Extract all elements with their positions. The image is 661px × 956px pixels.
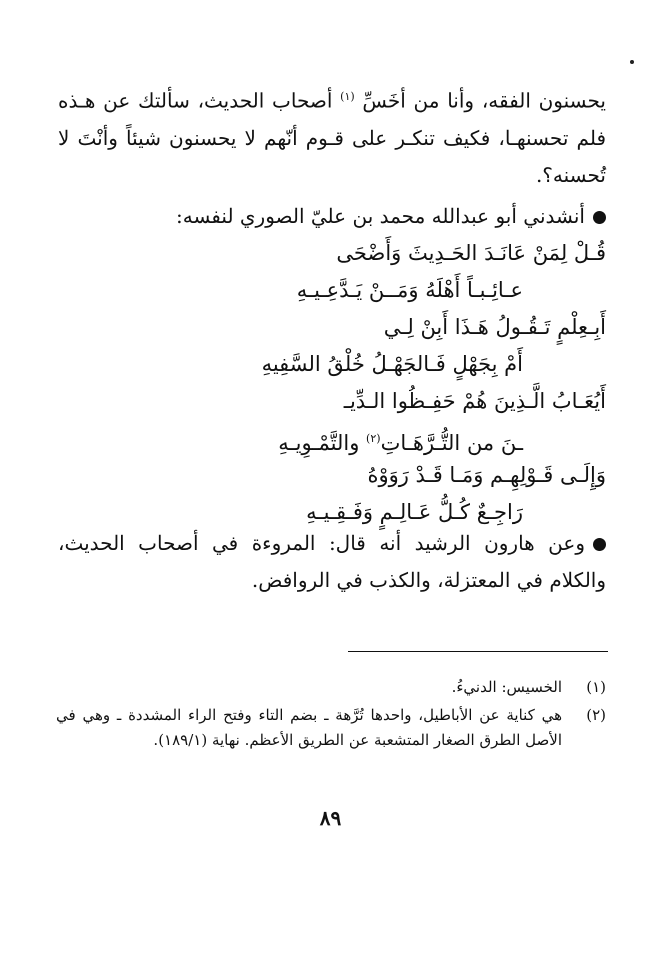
footnote-text: الخسيس: الدنيءُ. xyxy=(451,678,562,696)
footnote-divider xyxy=(348,651,608,652)
footnote-number: (١) xyxy=(586,678,606,696)
opening-paragraph: يحسنون الفقه، وأنا من أخَسِّ $^{(١)}$ أصحاب الحديث، سألتك عن هـذه فلم تحسنهـا، فكيف تنكـر على قـوم أنّهم لا يحسنون شيئاً وأنْتَ لا تُحسنه؟. xyxy=(58,88,606,187)
verse-line-3: أَبِـعِلْمٍ تَـقُـولُ هَـذَا أَبِنْ لِـي xyxy=(383,315,606,339)
verse-line-5: أَيُعَـابُ الَّـذِينَ هُمْ حَفِـظُوا الـدِّيـ xyxy=(343,389,606,413)
verse-line-1: قُـلْ لِمَنْ عَانَـدَ الحَـدِيثَ وَأَضْحَى xyxy=(336,241,606,265)
footnote-number: (٢) xyxy=(586,706,606,724)
verse-line-7: وَإِلَـى قَـوْلِهِـم وَمَـا قَـدْ رَوَوْهُ xyxy=(367,463,606,487)
bullet-icon xyxy=(593,538,606,551)
footnote-ref-2: (٢) xyxy=(366,432,381,445)
verse-line-2: عـائِـبـاً أَهْلَهُ وَمَــنْ يَـدَّعِـيـهِ xyxy=(296,278,523,302)
page-number: ٨٩ xyxy=(319,806,342,830)
footnote-2 xyxy=(56,703,606,753)
margin-dot xyxy=(630,60,634,64)
bullet-icon xyxy=(593,211,606,224)
verse-line-4: أَمْ بِجَهْلٍ فَـالجَهْـلُ خُلْقُ السَّفِيهِ xyxy=(261,352,523,376)
verse-line-6: ـنَ من التُّـرَّهَـاتِ$^{(٢)}$ والتَّمْـوِيـهِ xyxy=(278,431,523,455)
footnote-text: هي كناية عن الأباطيل، واحدها تُرَّهة ـ بضم التاء وفتح الراء المشددة ـ وهي في الأصل الطرق الصغار المتشعبة عن الطريق الأعظم. نهاية (١٨٩/١). xyxy=(56,706,562,749)
poem-intro: أنشدني أبو عبدالله محمد بن عليّ الصوري لنفسه: xyxy=(176,198,606,235)
verse-line-8: رَاجِـعٌ كُـلُّ عَـالِـمٍ وَفَـقِـيـهِ xyxy=(306,500,523,524)
footnote-1 xyxy=(56,675,606,700)
footnote-ref-1: (١) xyxy=(340,90,355,103)
closing-paragraph: وعن هارون الرشيد أنه قال: المروءة في أصحاب الحديث، والكلام في المعتزلة، والكذب في الروافض. xyxy=(58,531,606,592)
